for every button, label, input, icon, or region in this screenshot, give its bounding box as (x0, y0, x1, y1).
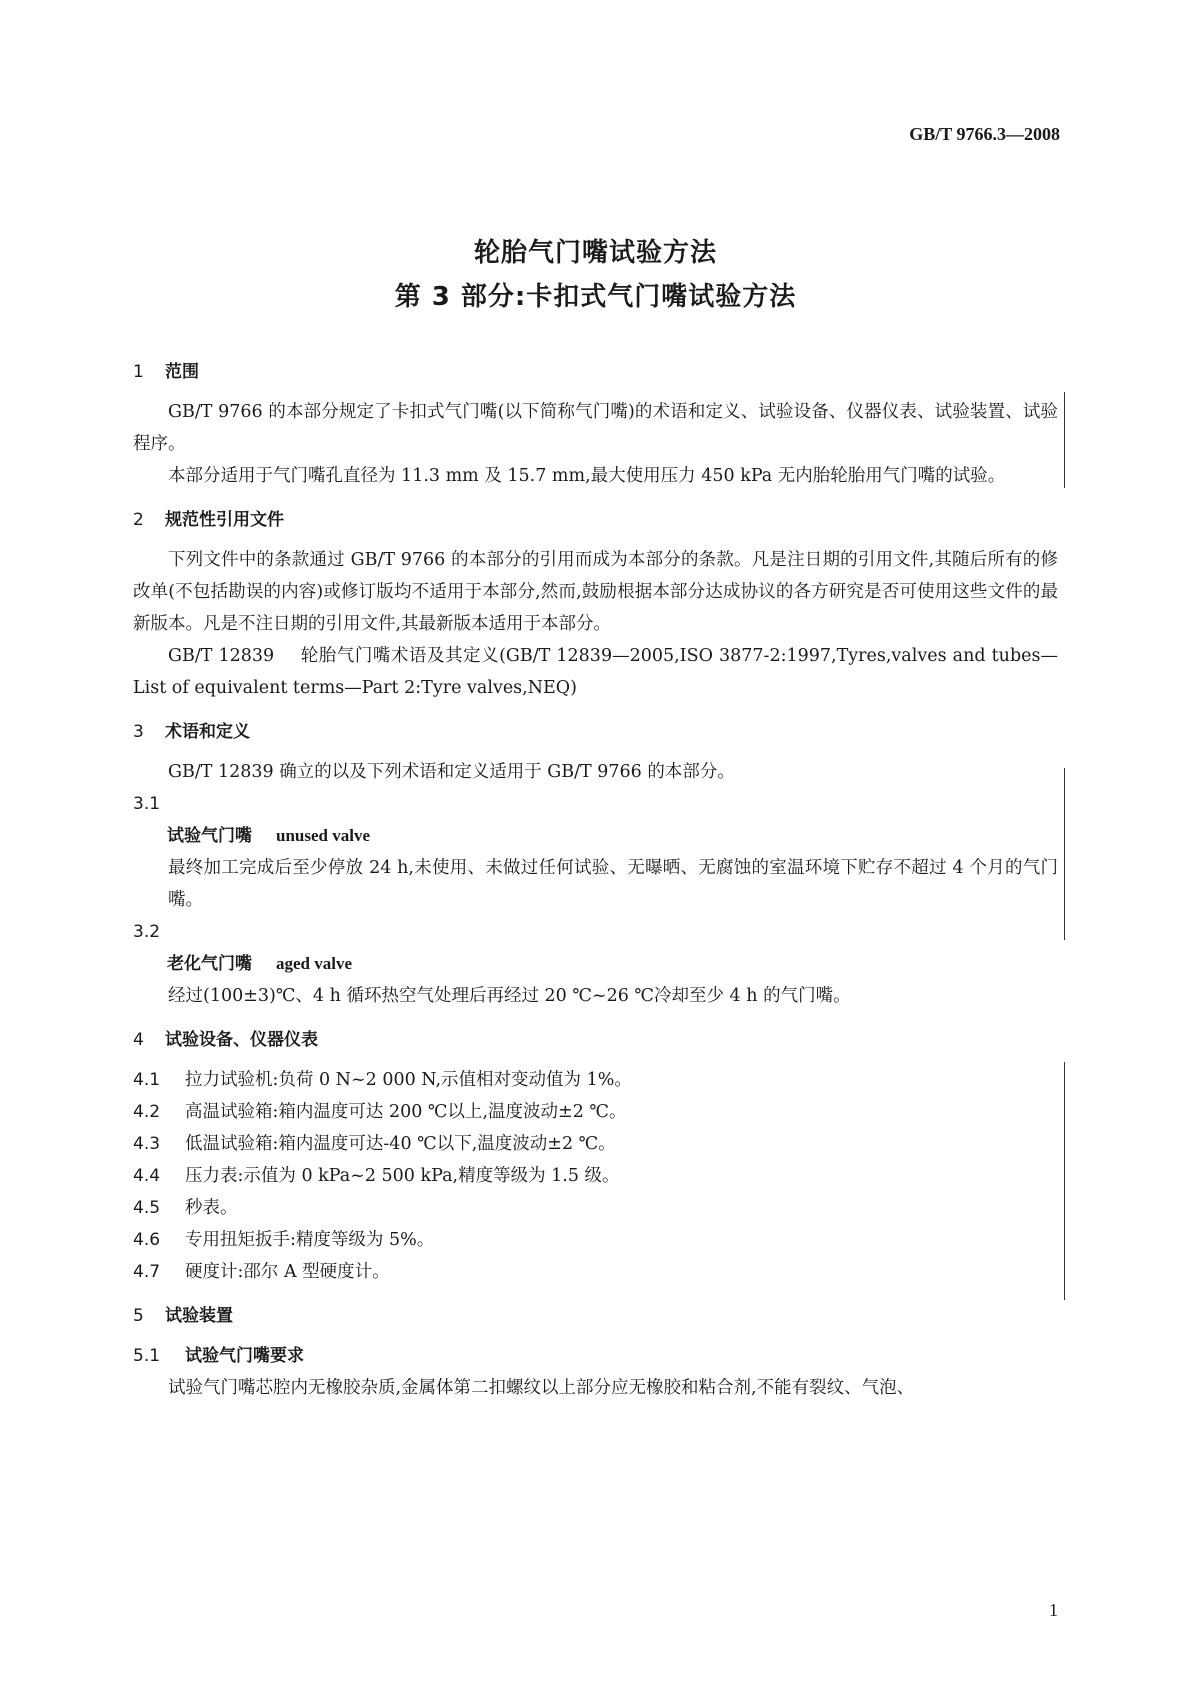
paragraph: GB/T 12839 确立的以及下列术语和定义适用于 GB/T 9766 的本部分。 (168, 762, 735, 782)
document-subtitle: 第 3 部分:卡扣式气门嘴试验方法 (394, 282, 797, 312)
section-heading-1: 1 范围 (133, 362, 199, 382)
list-item: 4.3 低温试验箱:箱内温度可达-40 ℃以下,温度波动±2 ℃。 (133, 1134, 616, 1154)
term-entry: 试验气门嘴 unused valve (167, 826, 370, 846)
section-heading-2: 2 规范性引用文件 (133, 510, 284, 530)
term-number: 3.1 (133, 794, 161, 814)
term-entry: 老化气门嘴 aged valve (167, 954, 353, 974)
list-item: 4.4 压力表:示值为 0 kPa~2 500 kPa,精度等级为 1.5 级。 (133, 1166, 620, 1186)
section-heading-3: 3 术语和定义 (133, 722, 250, 742)
paragraph: 下列文件中的条款通过 GB/T 9766 的本部分的引用而成为本部分的条款。凡是注日期的引用文件,其随后所有的修改单(不包括勘误的内容)或修订版均不适用于本部分,然而,鼓励根据本部分达成协议的各方研究是否可使用这些文件的最新版本。凡是不注日期的引用文件,其最新版本适用于本部分。 (133, 550, 1058, 634)
paragraph: GB/T 9766 的本部分规定了卡扣式气门嘴(以下简称气门嘴)的术语和定义、试验设备、仪器仪表、试验装置、试验程序。 (133, 402, 1058, 454)
page-number: 1 (1049, 1600, 1058, 1620)
section-heading-5: 5 试验装置 (133, 1306, 233, 1326)
term-definition: 最终加工完成后至少停放 24 h,未使用、未做过任何试验、无曝晒、无腐蚀的室温环境下贮存不超过 4 个月的气门嘴。 (168, 858, 1058, 910)
change-bar (1064, 392, 1065, 488)
paragraph: 本部分适用于气门嘴孔直径为 11.3 mm 及 15.7 mm,最大使用压力 450 kPa 无内胎轮胎用气门嘴的试验。 (168, 466, 1006, 486)
standard-code: GB/T 9766.3—2008 (909, 124, 1060, 144)
normative-reference (133, 640, 1058, 704)
reference-code: GB/T 12839 (168, 646, 275, 666)
document-title: 轮胎气门嘴试验方法 (473, 238, 717, 268)
list-item: 4.7 硬度计:邵尔 A 型硬度计。 (133, 1262, 390, 1282)
term-number: 3.2 (133, 922, 161, 942)
list-item: 4.1 拉力试验机:负荷 0 N~2 000 N,示值相对变动值为 1%。 (133, 1070, 632, 1090)
list-item: 4.2 高温试验箱:箱内温度可达 200 ℃以上,温度波动±2 ℃。 (133, 1102, 627, 1122)
reference-title: 轮胎气门嘴术语及其定义(GB/T 12839—2005,ISO 3877-2:1997,Tyres,valves and tubes—List of equivalent terms—Part 2:Tyre valves,NEQ) (133, 646, 1058, 698)
change-bar (1064, 1062, 1065, 1300)
change-bar (1064, 768, 1065, 940)
list-item: 4.6 专用扭矩扳手:精度等级为 5%。 (133, 1230, 435, 1250)
list-item: 4.5 秒表。 (133, 1198, 238, 1218)
document-body (133, 362, 1058, 1404)
section-heading-4: 4 试验设备、仪器仪表 (133, 1030, 318, 1050)
subsection-heading: 5.1 试验气门嘴要求 (133, 1346, 304, 1366)
term-definition: 经过(100±3)℃、4 h 循环热空气处理后再经过 20 ℃~26 ℃冷却至少 4 h 的气门嘴。 (168, 986, 851, 1006)
paragraph: 试验气门嘴芯腔内无橡胶杂质,金属体第二扣螺纹以上部分应无橡胶和粘合剂,不能有裂纹、气泡、 (168, 1378, 915, 1398)
